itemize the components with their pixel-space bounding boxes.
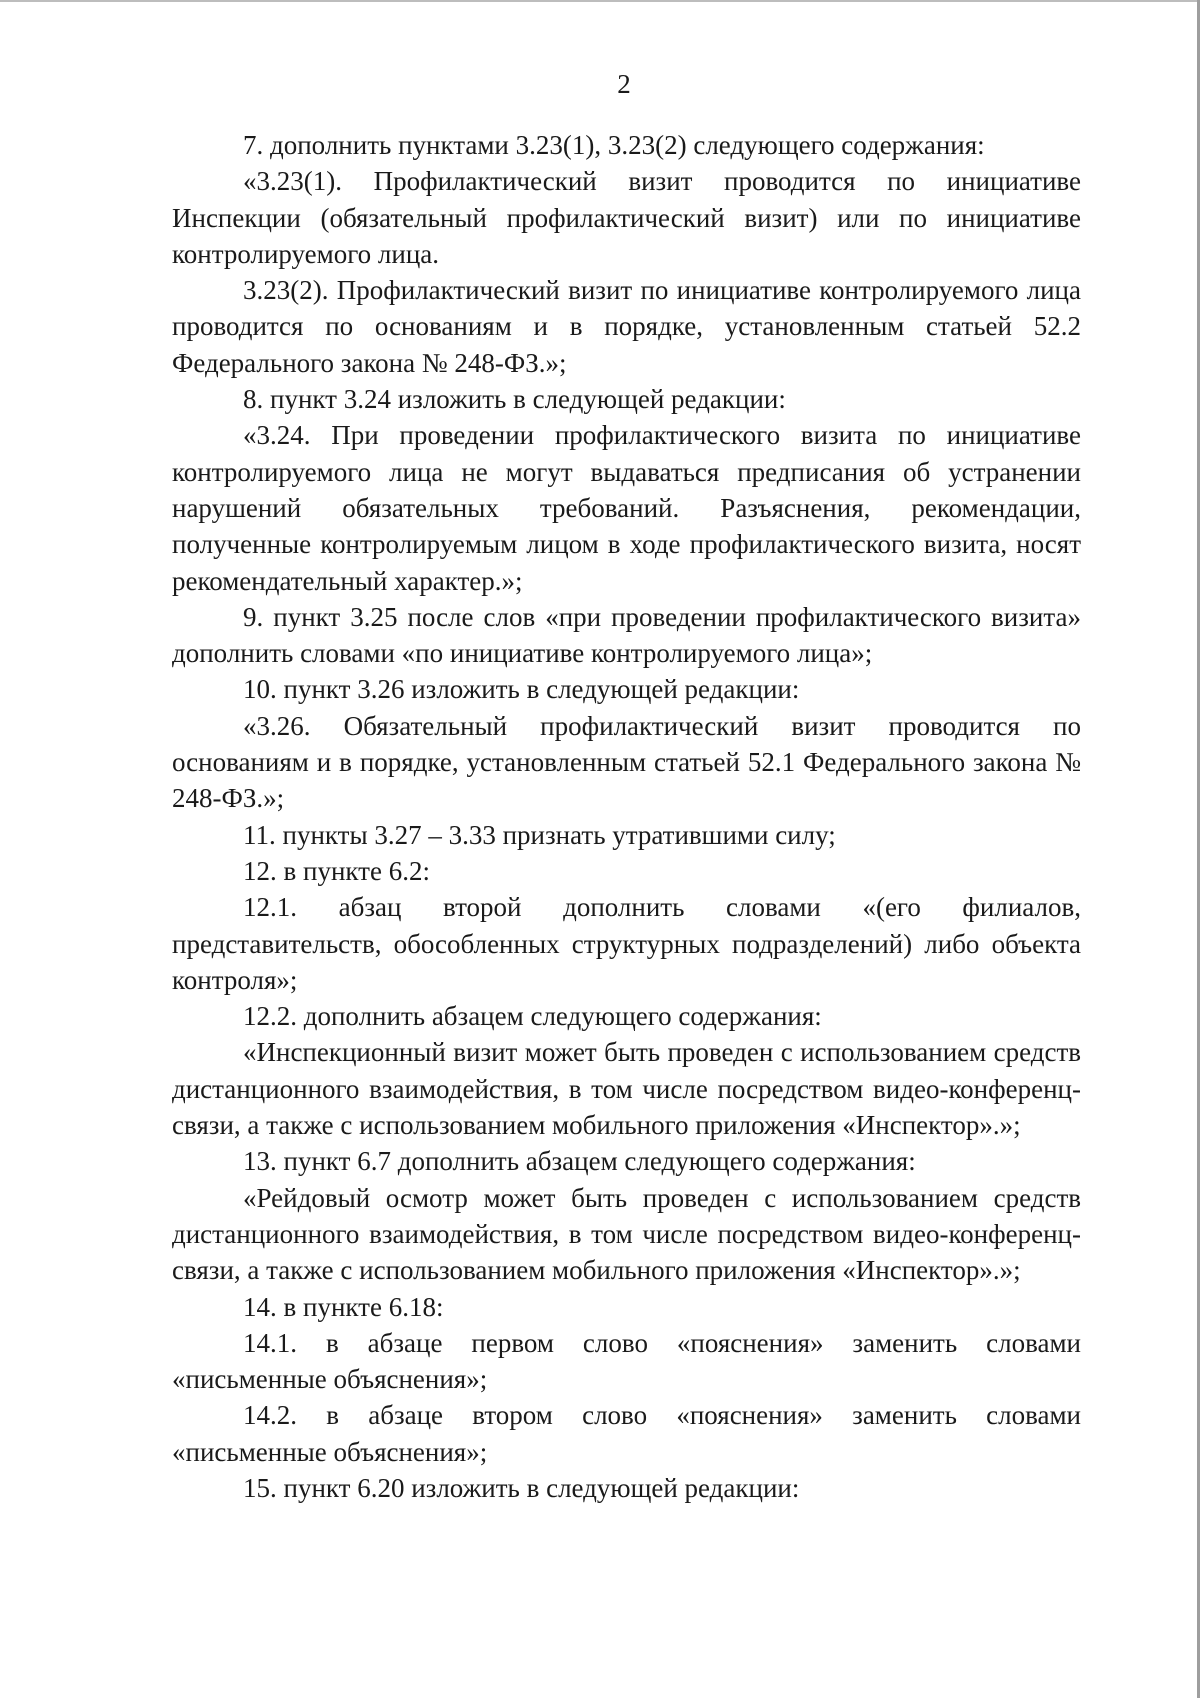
paragraph: 10. пункт 3.26 изложить в следующей редакции: [243,674,800,705]
page-number: 2 [617,69,631,99]
paragraph: 14. в пункте 6.18: [243,1291,444,1322]
paragraph: «Рейдовый осмотр может быть проведен с использованием средств дистанционного взаимодействия, в том числе посредством видео-конференц-связи, а также с использованием мобильного приложения «Инспектор».»; [172,1182,1081,1286]
paragraph: 8. пункт 3.24 изложить в следующей редакции: [243,384,786,415]
paragraph: 13. пункт 6.7 дополнить абзацем следующего содержания: [243,1146,916,1177]
paragraph: 14.2. в абзаце втором слово «пояснения» заменить словами «письменные объяснения»; [172,1400,1081,1467]
paragraph: 14.1. в абзаце первом слово «пояснения» заменить словами «письменные объяснения»; [172,1327,1081,1395]
paragraph: «3.26. Обязательный профилактический визит проводится по основаниям и в порядке, установленным статьей 52.1 Федерального закона № 248-ФЗ.»; [172,710,1081,814]
paragraph: «Инспекционный визит может быть проведен с использованием средств дистанционного взаимодействия, в том числе посредством видео-конференц-связи, а также с использованием мобильного приложения «Инспектор».»; [172,1037,1081,1141]
document-body [172,127,1081,1506]
scan-edge-top [0,0,1200,2]
paragraph: «3.23(1). Профилактический визит проводится по инициативе Инспекции (обязательный профилактический визит) или по инициативе контролируемого лица. [172,166,1081,269]
paragraph: «3.24. При проведении профилактического визита по инициативе контролируемого лица не могут выдаваться предписания об устранении нарушений обязательных требований. Разъяснения, рекомендации, полученные контролируемым лицом в ходе профилактического визита, носят рекомендательный характер.»; [172,420,1081,596]
paragraph: 12. в пункте 6.2: [243,855,430,886]
paragraph: 12.1. абзац второй дополнить словами «(его филиалов, представительств, обособленных структурных подразделений) либо объекта контроля»; [172,892,1081,995]
paragraph: 3.23(2). Профилактический визит по инициативе контролируемого лица проводится по основаниям и в порядке, установленным статьей 52.2 Федерального закона № 248-ФЗ.»; [172,275,1081,378]
paragraph: 12.2. дополнить абзацем следующего содержания: [243,1001,822,1032]
paragraph: 15. пункт 6.20 изложить в следующей редакции: [243,1472,800,1503]
paragraph: 7. дополнить пунктами 3.23(1), 3.23(2) следующего содержания: [243,130,985,160]
paragraph: 9. пункт 3.25 после слов «при проведении профилактического визита» дополнить словами «по инициативе контролируемого лица»; [172,601,1081,669]
paragraph: 11. пункты 3.27 – 3.33 признать утратившими силу; [243,819,836,850]
